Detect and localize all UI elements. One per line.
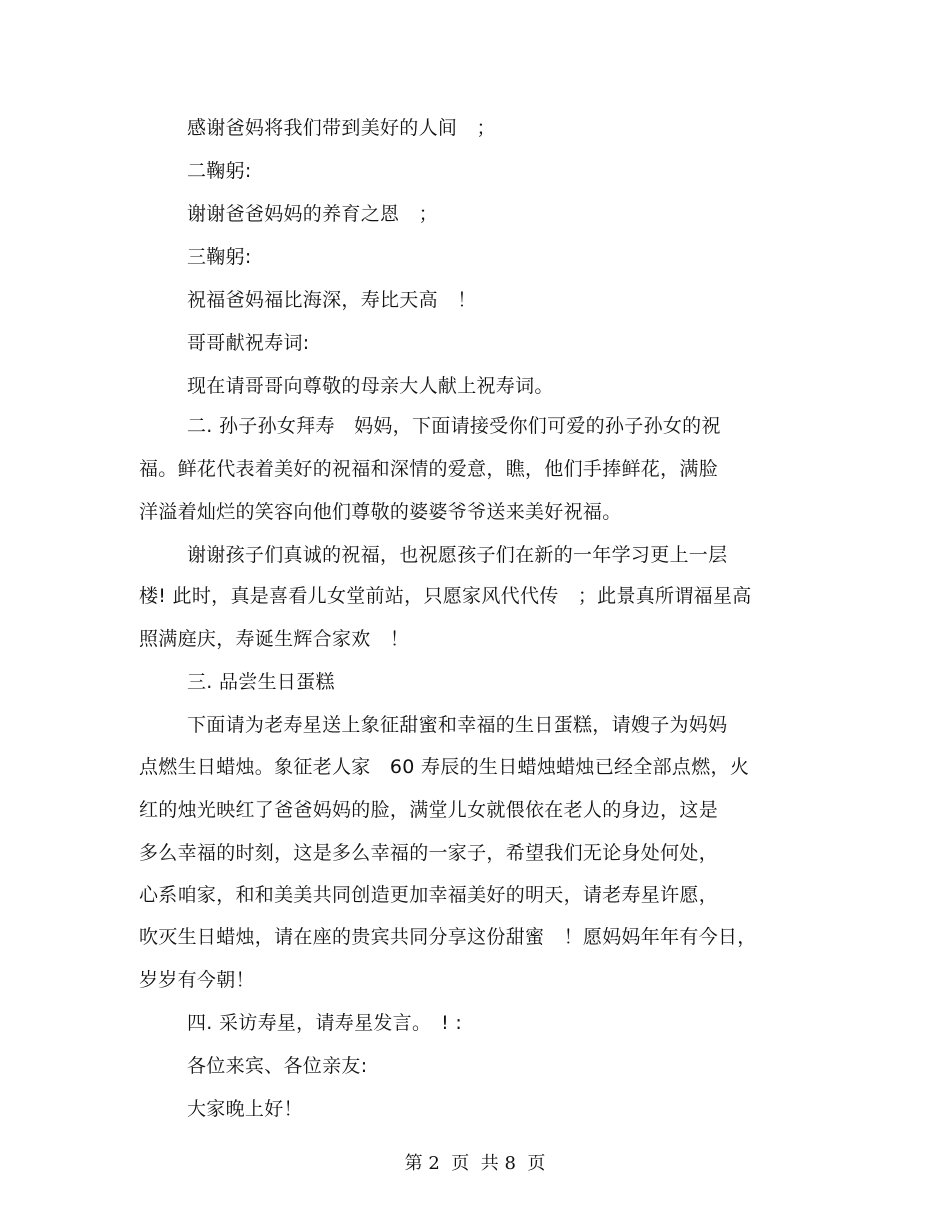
text-line: 岁岁有今朝！ xyxy=(139,969,255,991)
text-line: 谢谢孩子们真诚的祝福，也祝愿孩子们在新的一年学习更上一层 xyxy=(187,544,728,566)
text-line: 谢谢爸爸妈妈的养育之恩 ； xyxy=(187,203,438,225)
section-heading: 三. 品尝生日蛋糕 xyxy=(187,671,335,693)
text-line: 各位来宾、各位亲友: xyxy=(187,1055,368,1077)
page-number-footer: 第 2 页 共 8 页 xyxy=(404,1153,546,1174)
section-heading: 四. 采访寿星，请寿星发言。 ! : xyxy=(187,1012,463,1034)
text-line: 祝福爸妈福比海深，寿比天高 ！ xyxy=(187,289,477,311)
text-line: 照满庭庆，寿诞生辉合家欢 ！ xyxy=(139,628,410,650)
text-line: 红的烛光映红了爸爸妈妈的脸，满堂儿女就偎依在老人的身边，这是 xyxy=(139,799,719,821)
text-line: 点燃生日蜡烛。象征老人家 60 寿辰的生日蜡烛蜡烛已经全部点燃，火 xyxy=(139,756,750,778)
text-line: 大家晚上好！ xyxy=(187,1098,303,1120)
text-line: 哥哥献祝寿词: xyxy=(187,332,310,354)
text-line: 现在请哥哥向尊敬的母亲大人献上祝寿词。 xyxy=(187,375,554,397)
text-line: 楼! 此时，真是喜看儿女堂前站，只愿家风代代传 ；此景真所谓福星高 xyxy=(139,585,752,607)
text-line: 吹灭生日蜡烛，请在座的贵宾共同分享这份甜蜜 ！愿妈妈年年有今日， xyxy=(139,926,757,948)
text-line: 多么幸福的时刻，这是多么幸福的一家子，希望我们无论身处何处， xyxy=(139,842,719,864)
text-line: 感谢爸妈将我们带到美好的人间 ； xyxy=(187,117,496,139)
section-heading: 二. 孙子孙女拜寿 妈妈，下面请接受你们可爱的孙子孙女的祝 xyxy=(187,415,721,437)
text-line: 心系咱家，和和美美共同创造更加幸福美好的明天，请老寿星许愿， xyxy=(139,884,719,906)
text-line: 洋溢着灿烂的笑容向他们尊敬的婆婆爷爷送来美好祝福。 xyxy=(139,501,622,523)
text-line: 二鞠躬: xyxy=(187,160,252,182)
text-line: 下面请为老寿星送上象征甜蜜和幸福的生日蛋糕，请嫂子为妈妈 xyxy=(187,714,728,736)
text-line: 福。鲜花代表着美好的祝福和深情的爱意，瞧，他们手捧鲜花，满脸 xyxy=(139,458,719,480)
text-line: 三鞠躬: xyxy=(187,246,252,268)
